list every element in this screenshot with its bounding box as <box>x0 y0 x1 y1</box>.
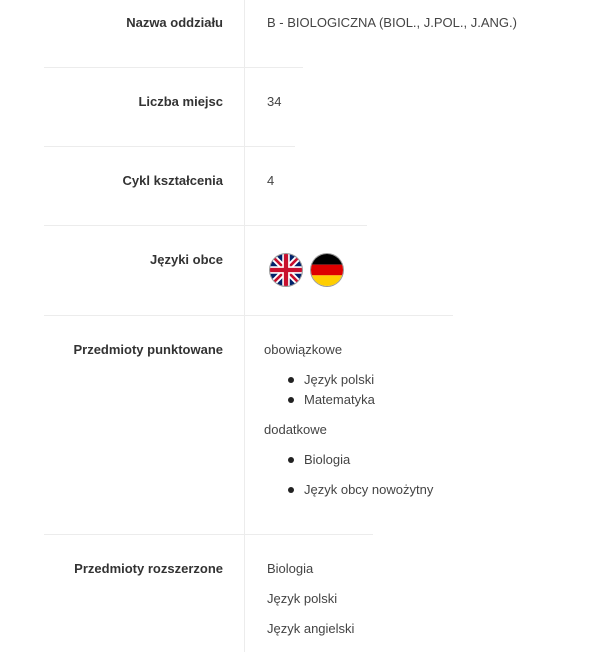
class-name-value: B - BIOLOGICZNA (BIOL., J.POL., J.ANG.) <box>267 15 517 30</box>
row-divider <box>44 534 373 535</box>
row-divider <box>44 315 453 316</box>
seats-value: 34 <box>267 94 282 109</box>
column-divider <box>244 0 245 652</box>
germany-flag-icon <box>311 254 343 286</box>
extended-subjects-label: Przedmioty rozszerzone <box>74 561 223 576</box>
mandatory-subjects-list <box>288 372 375 408</box>
extended-subject-item: Język angielski <box>267 621 355 636</box>
languages-label: Języki obce <box>150 252 223 267</box>
list-item: Język obcy nowożytny <box>288 482 433 498</box>
class-name-label: Nazwa oddziału <box>126 15 223 30</box>
row-divider <box>44 225 367 226</box>
additional-heading: dodatkowe <box>264 422 327 437</box>
seats-label: Liczba miejsc <box>138 94 223 109</box>
extended-subject-item: Język polski <box>267 591 338 606</box>
additional-subjects-list <box>288 452 433 498</box>
row-divider <box>44 67 303 68</box>
list-item: Język polski <box>288 372 375 388</box>
extended-subject-item: Biologia <box>267 561 314 576</box>
list-item: Biologia <box>288 452 433 468</box>
list-item: Matematyka <box>288 392 375 408</box>
row-divider <box>44 146 295 147</box>
scored-subjects-label: Przedmioty punktowane <box>73 342 223 357</box>
uk-flag-icon <box>270 254 302 286</box>
cycle-value: 4 <box>267 173 275 188</box>
mandatory-heading: obowiązkowe <box>264 342 343 357</box>
cycle-label: Cykl kształcenia <box>122 173 223 188</box>
